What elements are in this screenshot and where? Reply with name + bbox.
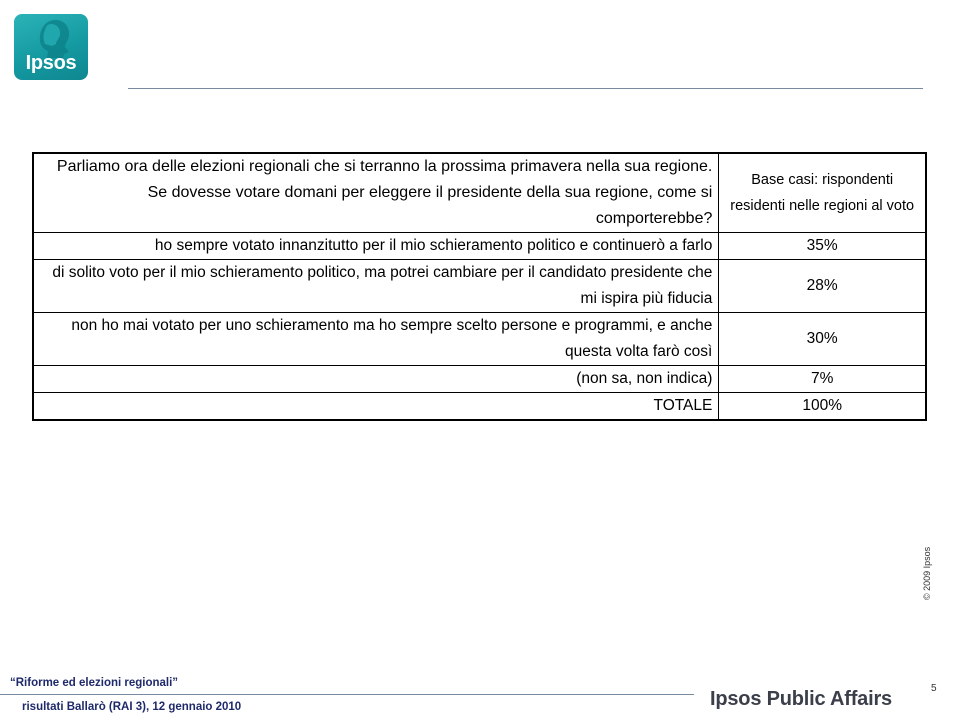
footer-subtitle: risultati Ballarò (RAI 3), 12 gennaio 2010 [22,701,242,713]
answer-label: ho sempre votato innanzitutto per il mio schieramento politico e continuerò a farlo [33,233,719,260]
survey-results-table [32,152,927,421]
answer-value: 28% [719,260,926,313]
ipsos-logo [14,14,88,80]
total-value: 100% [719,393,926,421]
footer-title: “Riforme ed elezioni regionali” [10,677,179,689]
footer-divider [0,694,694,695]
page-number: 5 [931,683,937,694]
answer-label: di solito voto per il mio schieramento politico, ma potrei cambiare per il candidato presidente che mi ispira più fiducia [33,260,719,313]
table-row [33,366,926,393]
copyright-notice: © 2009 Ipsos [922,546,932,600]
brand-wordmark: Ipsos Public Affairs [710,688,892,710]
table-row [33,233,926,260]
answer-value: 35% [719,233,926,260]
base-cell: Base casi: rispondenti residenti nelle regioni al voto [719,153,926,233]
logo-wordmark: Ipsos [25,52,77,74]
table-row [33,313,926,366]
total-label: TOTALE [33,393,719,421]
answer-value: 7% [719,366,926,393]
table-header-row [33,153,926,233]
header-divider [128,88,923,89]
answer-label: non ho mai votato per uno schieramento ma ho sempre scelto persone e programmi, e anche questa volta farò così [33,313,719,366]
question-cell: Parliamo ora delle elezioni regionali che si terranno la prossima primavera nella sua regione. Se dovesse votare domani per eleggere il presidente della sua regione, come si comporterebbe? [33,153,719,233]
table-total-row [33,393,926,421]
answer-label: (non sa, non indica) [33,366,719,393]
table-row [33,260,926,313]
answer-value: 30% [719,313,926,366]
